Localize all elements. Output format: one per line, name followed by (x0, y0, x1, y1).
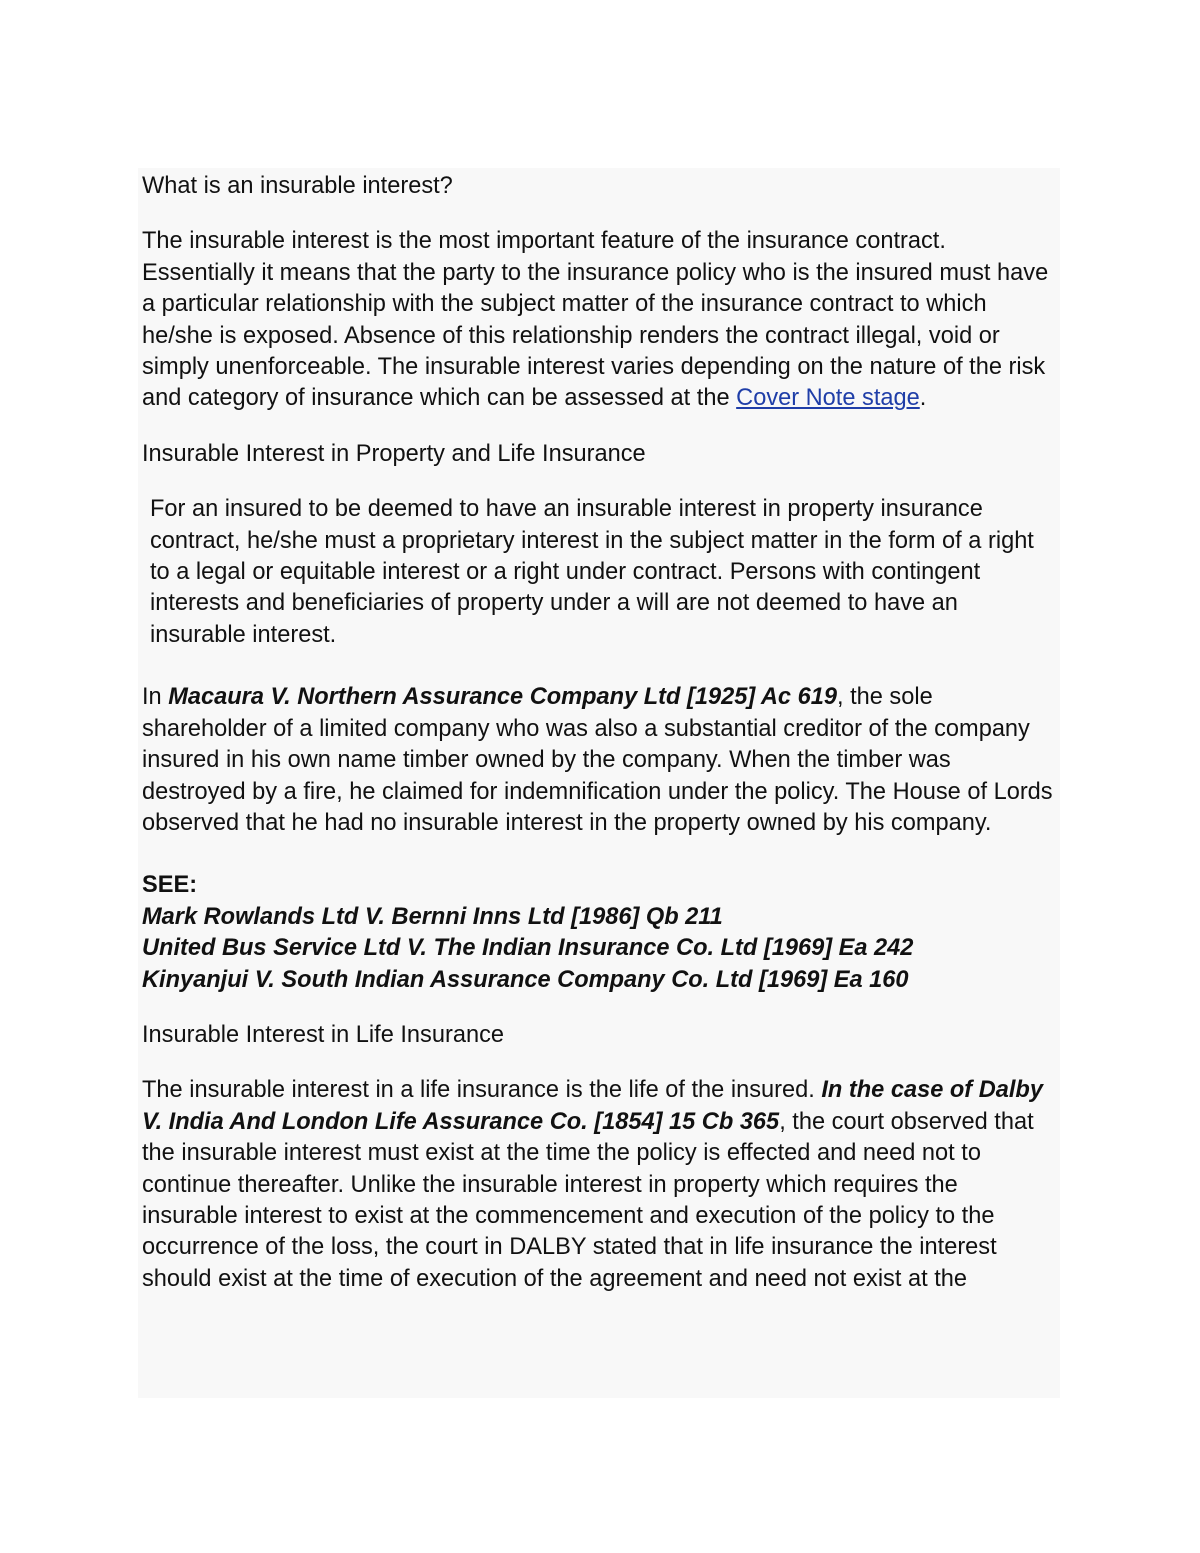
section-heading-life: Insurable Interest in Life Insurance (142, 1021, 504, 1048)
paragraph-property: For an insured to be deemed to have an insurable interest in property insurance contract, he/she must a proprietary interest in the subject matter in the form of a right to a legal or equitable interest or a right under contract. Persons with contingent interests and beneficiaries of property under a will are not deemed to have an insurable interest. (150, 496, 1034, 648)
life-pre: The insurable interest in a life insurance is the life of the insured. (142, 1077, 822, 1104)
see-case-1: Mark Rowlands Ltd V. Bernni Inns Ltd [1986] Qb 211 (142, 903, 723, 930)
document-content (138, 168, 1060, 1398)
see-also-block (142, 870, 1060, 996)
definition-end: . (919, 385, 927, 412)
see-case-2: United Bus Service Ltd V. The Indian Insurance Co. Ltd [1969] Ea 242 (142, 935, 914, 962)
see-label: SEE: (142, 872, 198, 899)
paragraph-macaura (142, 682, 1060, 839)
macaura-pre: In (142, 684, 169, 711)
cover-note-stage-link[interactable]: Cover Note stage (736, 385, 920, 412)
definition-text: The insurable interest is the most important feature of the insurance contract. Essentially it means that the party to the insurance policy who is the insured must have a particular relationship with the subject matter of the insurance contract to which he/she is exposed. Absence of this relationship renders the contract illegal, void or simply unenforceable. The insurable interest varies depending on the nature of the risk and category of insurance which can be assessed at the (142, 228, 1049, 412)
macaura-post: , the sole shareholder of a limited company who was also a substantial creditor of the company insured in his own name timber owned by the company. When the timber was destroyed by a fire, he claimed for indemnification under the policy. The House of Lords observed that he had no insurable interest in the property owned by his company. (142, 684, 1053, 836)
paragraph-life (142, 1075, 1060, 1295)
paragraph-definition (142, 226, 1060, 414)
life-post: , the court observed that the insurable interest must exist at the time the policy is effected and need not to continue thereafter. Unlike the insurable interest in property which requires the insurable interest to exist at the commencement and execution of the policy to the occurrence of the loss, the court in DALBY stated that in life insurance the interest should exist at the time of execution of the agreement and need not exist at the (142, 1108, 1034, 1292)
macaura-case-citation: Macaura V. Northern Assurance Company Ltd [1925] Ac 619 (168, 684, 837, 711)
dalby-case-citation: In the case of Dalby V. India And London Life Assurance Co. [1854] 15 Cb 365 (142, 1077, 1043, 1135)
see-case-3: Kinyanjui V. South Indian Assurance Company Co. Ltd [1969] Ea 160 (142, 966, 909, 993)
question-heading: What is an insurable interest? (142, 173, 453, 199)
section-heading-property-life: Insurable Interest in Property and Life Insurance (142, 440, 646, 467)
